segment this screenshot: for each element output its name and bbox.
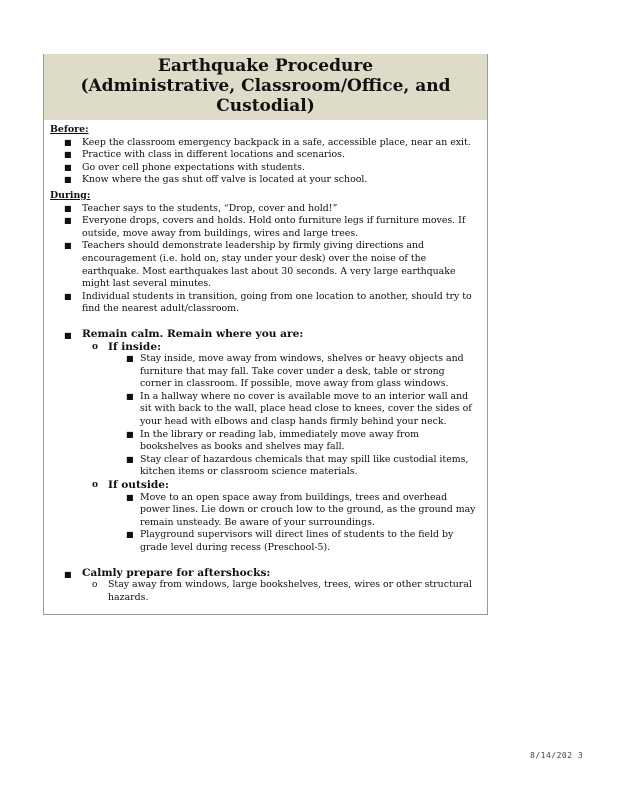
during-heading: During: [50,189,91,201]
circle-bullet-icon: o [92,341,99,352]
bullet-icon: ■ [126,492,134,502]
bullet-icon: ■ [126,391,134,401]
during-list [50,203,479,605]
list-item: ■ Everyone drops, covers and holds. Hold onto furniture legs if furniture moves. If outside, move away from buildings, wires and large trees. [64,215,466,239]
bullet-icon: ■ [64,329,72,340]
list-item: ■ Playground supervisors will direct lines of students to the field by grade level during recess (Preschool-5). [126,529,454,553]
list-item: ■ Know where the gas shut off valve is located at your school. [64,174,368,186]
before-list [50,137,479,187]
list-item: ■ Move to an open space away from buildings, trees and overhead power lines. Lie down or crouch low to the ground, as the ground may remain unsteady. Be aware of your surroundings. [126,491,476,528]
page-title [44,56,487,116]
list-item: o Stay away from windows, large bookshelves, trees, wires or other structural hazards. [92,579,472,603]
list-item: ■ Stay inside, move away from windows, shelves or heavy objects and furniture that may fall. Take cover under a desk, table or strong corner in classroom. If possible, move away from glass windows. [126,353,464,390]
document-body [44,120,487,604]
inside-subheading: o If inside: [92,340,161,353]
outside-subheading: o If outside: [92,479,169,492]
bullet-icon: ■ [64,175,72,185]
bullet-icon: ■ [126,454,134,464]
list-item: ■ Teacher says to the students, “Drop, cover and hold!” [64,202,338,214]
footer-date: 8/14/202 3 [530,751,584,760]
aftershocks-heading: Calmly prepare for aftershocks: [82,566,271,579]
bullet-icon: ■ [64,568,72,579]
remain-heading: Remain calm. Remain where you are: [82,327,304,340]
title-line-2: (Administrative, Classroom/Office, and [80,76,451,96]
circle-bullet-icon: o [92,480,99,491]
list-item: ■ Individual students in transition, going from one location to another, should try to find the nearest adult/classroom. [64,290,472,315]
bullet-icon: ■ [126,429,134,439]
procedure-document [43,54,488,615]
bullet-icon: ■ [64,203,72,213]
bullet-icon: ■ [64,291,72,301]
remain-calm-item [50,328,479,341]
list-item: ■ Go over cell phone expectations with students. [64,161,305,173]
bullet-icon: ■ [126,354,134,364]
title-line-3: Custodial) [216,96,315,116]
bullet-icon: ■ [64,241,72,251]
bullet-icon: ■ [64,150,72,160]
list-item: ■ Stay clear of hazardous chemicals that may spill like custodial items, kitchen items or classroom science materials. [126,453,469,478]
list-item: ■ Keep the classroom emergency backpack in a safe, accessible place, near an exit. [64,136,471,148]
title-banner [44,54,487,120]
list-item: ■ In the library or reading lab, immediately move away from bookshelves as books and shelves may fall. [126,428,420,453]
title-line-1: Earthquake Procedure [157,56,374,76]
list-item: ■ Practice with class in different locations and scenarios. [64,149,345,161]
list-item: ■ In a hallway where no cover is available move to an interior wall and sit with back to the wall, place head close to knees, cover the sides of your head with elbows and clasp hands firmly behind your neck. [126,390,472,428]
bullet-icon: ■ [64,216,72,226]
bullet-icon: ■ [126,530,134,540]
circle-bullet-icon: o [92,580,98,591]
bullet-icon: ■ [64,137,72,147]
list-item: ■ Teachers should demonstrate leadership by firmly giving directions and encouragement (i.e. hold on, stay under your desk) over the noise of the earthquake. Most earthquakes last about 30 seconds. A very large earthquake might last several minutes. [64,240,456,290]
bullet-icon: ■ [64,162,72,172]
before-heading: Before: [50,124,89,135]
aftershocks-item [50,567,479,580]
